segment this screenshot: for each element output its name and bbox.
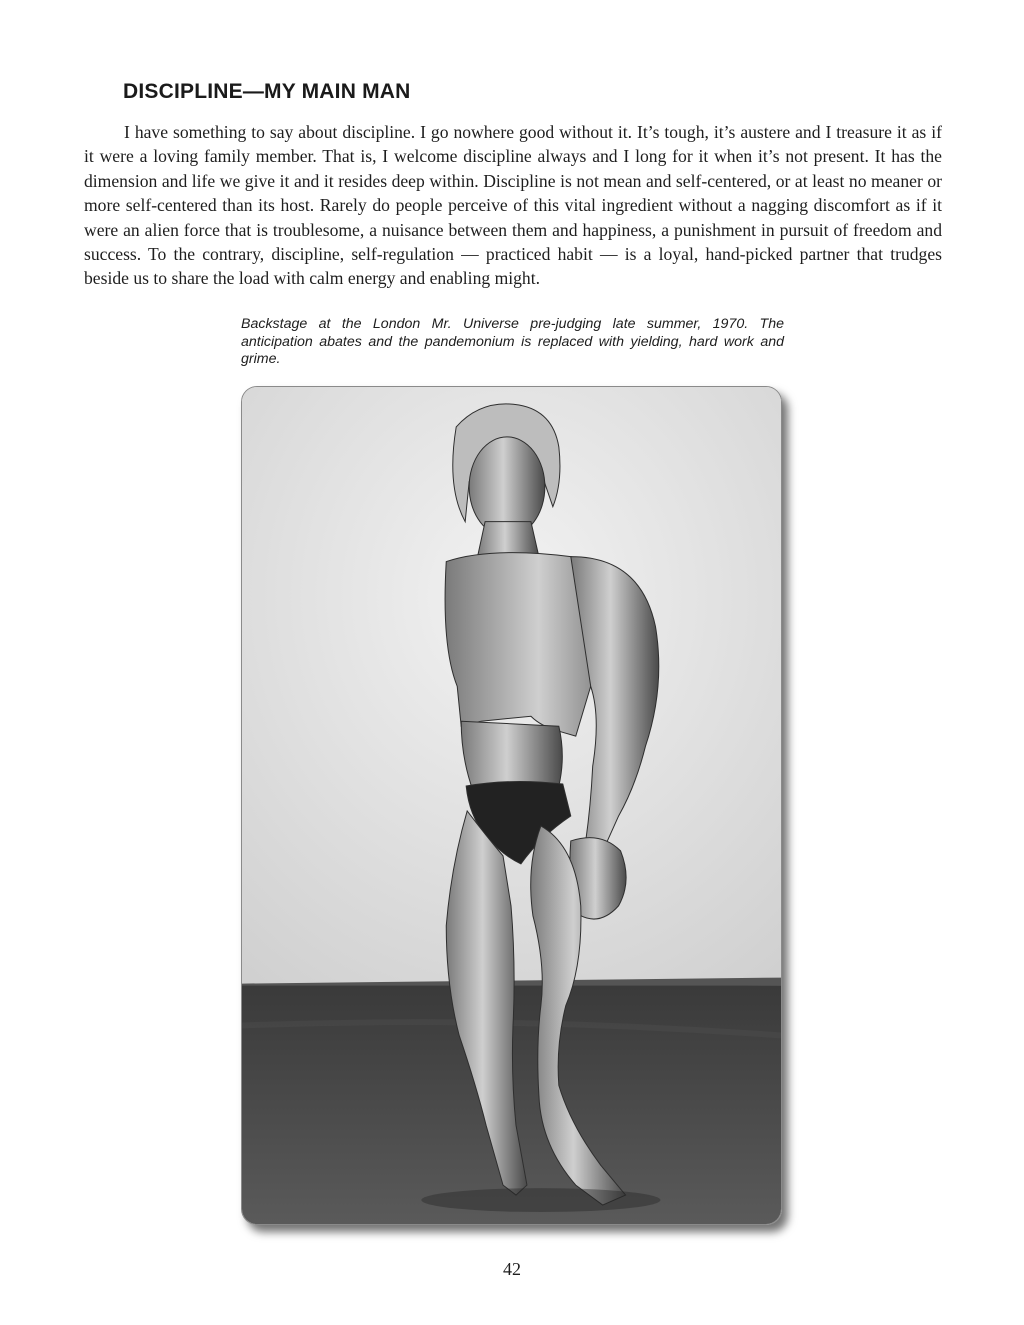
body-paragraph: I have something to say about discipline. I go nowhere good without it. It’s tough, it’s austere and I treasure it as if it were a loving family member. That is, I welcome discipline always and I long for it when it’s not present. It has the dimension and life we give it and it resides deep within. Discipline is not mean and self-centered, or at least no meaner or more self-centered than its host. Rarely do people perceive of this vital ingredient without a nagging discomfort as if it were an alien force that is troublesome, a nuisance between them and happiness, a punishment in pursuit of freedom and success. To the contrary, discipline, self-regulation — practiced habit — is a loyal, hand-picked partner that trudges beside us to share the load with calm energy and enabling might. <box>84 122 942 289</box>
page-number: 42 <box>503 1259 521 1279</box>
photo-caption: Backstage at the London Mr. Universe pre-judging late summer, 1970. The anticipation abates and the pandemonium is replaced with yielding, hard work and grime. <box>241 316 784 368</box>
bodybuilder-photo-illustration <box>242 387 781 1224</box>
bodybuilder-photo <box>241 386 782 1225</box>
section-heading: DISCIPLINE—MY MAIN MAN <box>123 80 411 103</box>
